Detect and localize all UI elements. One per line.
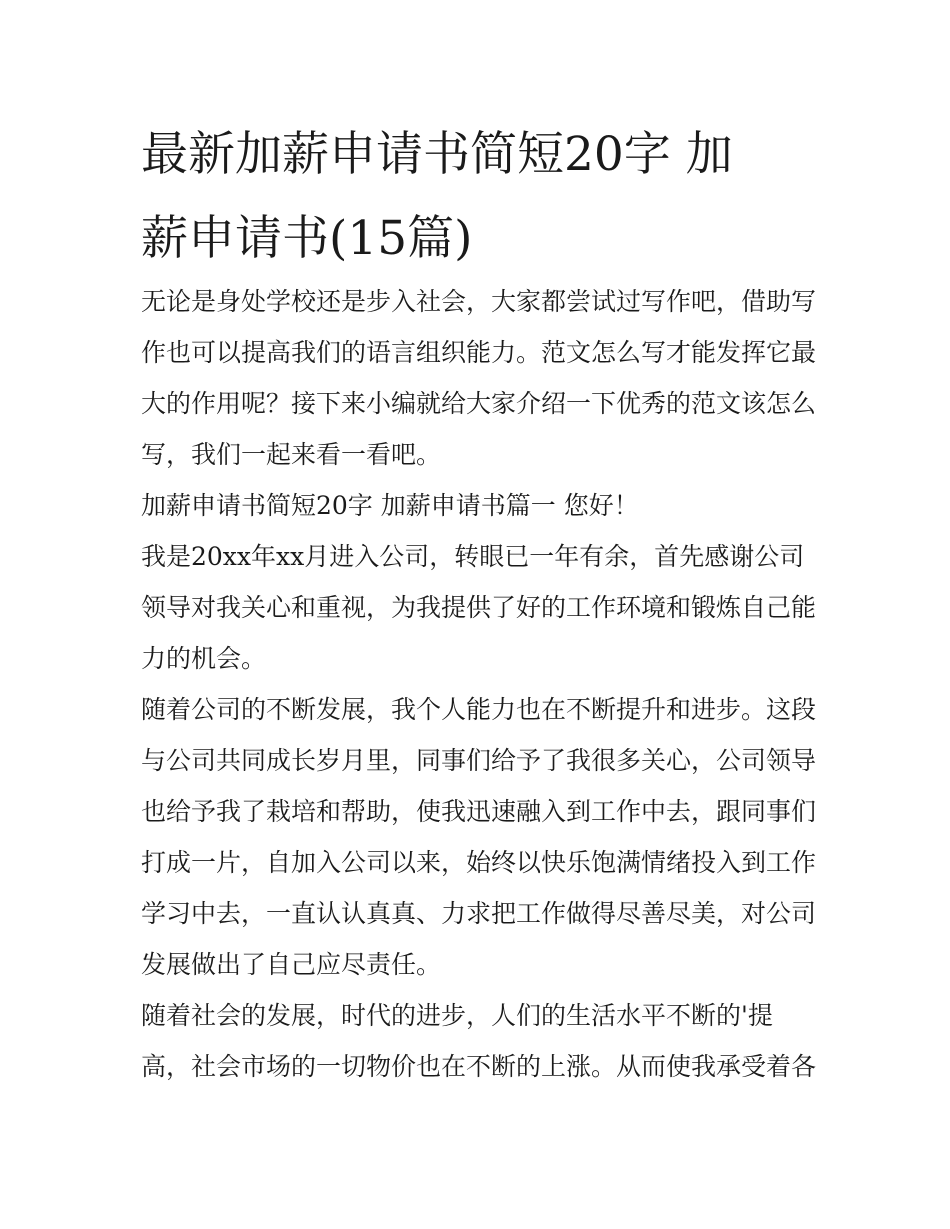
body-line: 高，社会市场的一切物价也在不断的上涨。从而使我承受着各 <box>141 1052 817 1081</box>
body-line: 也给予我了栽培和帮助，使我迅速融入到工作中去，跟同事们 <box>141 797 817 826</box>
body-line: 与公司共同成长岁月里，同事们给予了我很多关心，公司领导 <box>141 746 817 775</box>
body-line: 打成一片，自加入公司以来，始终以快乐饱满情绪投入到工作 <box>141 848 817 877</box>
title-line-1: 最新加薪申请书简短20字 加 <box>141 127 733 182</box>
body-line: 力的机会。 <box>141 644 267 673</box>
body-line: 领导对我关心和重视，为我提供了好的工作环境和锻炼自己能 <box>141 593 817 622</box>
document-body <box>141 276 821 1092</box>
document-title <box>141 113 811 281</box>
body-line: 发展做出了自己应尽责任。 <box>141 950 442 979</box>
body-line: 随着公司的不断发展，我个人能力也在不断提升和进步。这段 <box>141 695 817 724</box>
body-line: 大的作用呢？接下来小编就给大家介绍一下优秀的范文该怎么 <box>141 389 817 418</box>
body-line: 写，我们一起来看一看吧。 <box>141 440 442 469</box>
body-line: 学习中去，一直认认真真、力求把工作做得尽善尽美，对公司 <box>141 899 817 928</box>
body-line: 无论是身处学校还是步入社会，大家都尝试过写作吧，借助写 <box>141 287 817 316</box>
title-line-2: 薪申请书(15篇) <box>141 211 473 266</box>
body-line: 我是20xx年xx月进入公司，转眼已一年有余，首先感谢公司 <box>141 542 805 571</box>
body-line: 随着社会的发展，时代的进步，人们的生活水平不断的'提 <box>141 1001 773 1030</box>
body-line: 作也可以提高我们的语言组织能力。范文怎么写才能发挥它最 <box>141 338 817 367</box>
body-line: 加薪申请书简短20字 加薪申请书篇一 您好！ <box>141 491 639 520</box>
